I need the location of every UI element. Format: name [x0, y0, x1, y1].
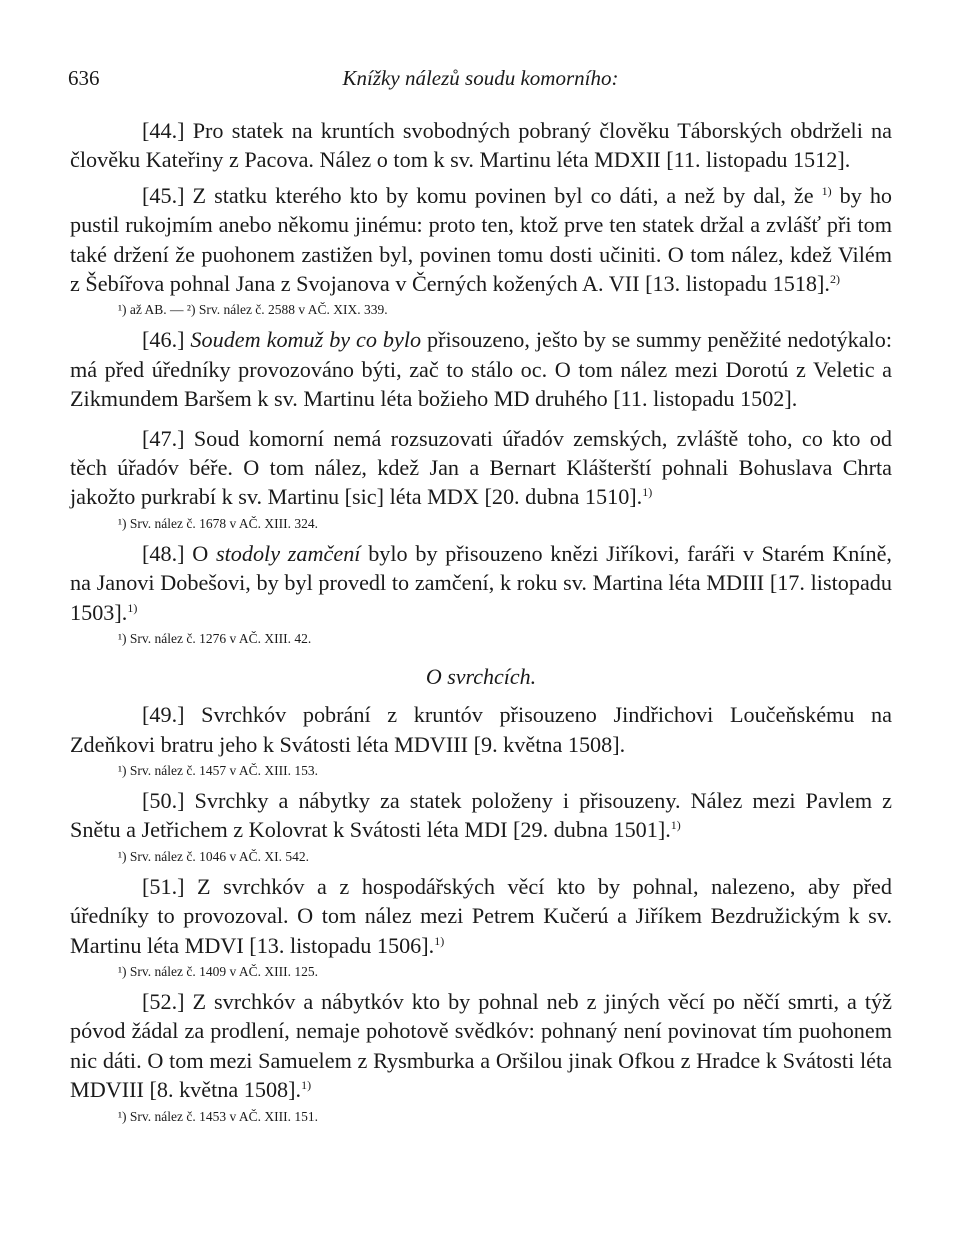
paragraph-47 — [70, 424, 892, 512]
paragraph-italic: stodoly zamčení — [215, 540, 361, 566]
page-header — [68, 66, 893, 96]
footnote-ref: 2) — [829, 272, 840, 287]
page-body — [70, 116, 892, 1126]
footnote: ¹) až AB. — ²) Srv. nález č. 2588 v AČ. XIX. 339. — [118, 302, 388, 318]
footnote-ref: 1) — [642, 485, 653, 500]
footnote: ¹) Srv. nález č. 1046 v AČ. XI. 542. — [118, 848, 310, 864]
paragraph-text: bylo by přisouzeno knězi Jiříkovi, faráři v Starém Kníně, na Janovi Dobešovi, by byl provedl to zamčení, k roku sv. Martina léta MDIII [17. listopadu 1503]. — [70, 540, 892, 625]
footnote-ref: 1) — [821, 183, 832, 198]
footnote: ¹) Srv. nález č. 1678 v AČ. XIII. 324. — [118, 515, 319, 531]
paragraph-text: Z statku kterého kto by komu povinen byl co dáti, a než by dal, že — [184, 182, 822, 208]
paragraph-number: [47.] — [142, 425, 185, 451]
paragraph-number: [45.] — [142, 182, 185, 208]
paragraph-text: Z svrchkóv a nábytkóv kto by pohnal neb z jiných věcí po něčí smrti, a týž póvod žádal za prodlení, nemaje pohotově svědkóv: pohnaný není povinovat tím puohonem nic dáti. O tom mezi Samuelem z Rysmburka a Oršilou jinak Ofkou z Hradce k Svátosti léta MDVIII [8. května 1508]. — [70, 988, 892, 1103]
paragraph-number: [49.] — [142, 702, 185, 728]
footnote-ref: 1) — [670, 818, 681, 833]
section-heading: O svrchcích. — [425, 664, 537, 690]
paragraph-number: [44.] — [142, 118, 185, 143]
paragraph-text: O — [184, 540, 216, 566]
paragraph-text: Z svrchkóv a z hospodářských věcí kto by pohnal, nalezeno, aby před úředníky to provozoval. O tom nález mezi Petrem Kučerú a Jiříkem Bezdružickým k sv. Martinu léta MDVI [13. listopadu 1506]. — [70, 873, 892, 958]
footnote-ref: 1) — [127, 600, 138, 615]
footnote: ¹) Srv. nález č. 1453 v AČ. XIII. 151. — [118, 1108, 319, 1124]
paragraph-51 — [70, 872, 892, 960]
paragraph-46 — [70, 325, 892, 413]
paragraph-text: Svrchky a nábytky za statek položeny i přisouzeny. Nález mezi Pavlem z Snětu a Jetřichem z Kolovrat k Svátosti léta MDI [29. dubna 1501]. — [70, 787, 892, 843]
paragraph-50 — [70, 786, 892, 845]
paragraph-52 — [70, 987, 892, 1105]
paragraph-text: Svrchkóv pobrání z kruntóv přisouzeno Jindřichovi Loučeňskému na Zdeňkovi bratru jeho k Svátosti léta MDVIII [9. května 1508]. — [70, 702, 892, 757]
paragraph-number: [46.] — [142, 327, 185, 353]
page-number: 636 — [68, 66, 100, 90]
paragraph-45 — [70, 181, 892, 299]
paragraph-49 — [70, 700, 892, 759]
paragraph-44 — [70, 116, 892, 175]
paragraph-number: [48.] — [142, 540, 185, 566]
paragraph-italic: Soudem komuž by co bylo — [184, 327, 422, 353]
running-title: Knížky nálezů soudu komorního: — [342, 66, 619, 90]
paragraph-number: [52.] — [142, 988, 185, 1014]
footnote: ¹) Srv. nález č. 1409 v AČ. XIII. 125. — [118, 963, 319, 979]
paragraph-number: [51.] — [142, 873, 185, 899]
paragraph-number: [50.] — [142, 787, 185, 813]
paragraph-text: přisouzeno, ješto by se summy peněžité nedotýkalo: má před úředníky provozováno býti, zač to stálo oc. O tom nález mezi Dorotú z Veletic a Zikmundem Baršem k sv. Martinu léta božieho MD druhého [11. listopadu 1502]. — [70, 327, 892, 412]
footnote: ¹) Srv. nález č. 1457 v AČ. XIII. 153. — [118, 762, 319, 778]
footnote-ref: 1) — [434, 933, 445, 948]
footnote-ref: 1) — [301, 1078, 312, 1093]
paragraph-text: Pro statek na kruntích svobodných pobraný člověku Táborských obdrželi na člověku Kateřiny z Pacova. Nález o tom k sv. Martinu léta MDXII [11. listopadu 1512]. — [70, 118, 892, 173]
paragraph-text: Soud komorní nemá rozsuzovati úřadóv zemských, zvláště toho, co kto od těch úřadóv béře. O tom nález, kdež Jan a Bernart Klášterští pohnali Bohuslava Chrta jakožto purkrabí k sv. Martinu [sic] léta MDX [20. dubna 1510]. — [70, 425, 892, 510]
footnote: ¹) Srv. nález č. 1276 v AČ. XIII. 42. — [118, 631, 312, 647]
paragraph-48 — [70, 539, 892, 627]
paragraph-text: by ho pustil rukojmím anebo někomu jinému: proto ten, ktož prve ten statek držal a zvlášť při tom také držení že puohonem zastižen byl, povinen tomu dosti učiniti. O tom nález, kdež Vilém z Šebířova pohnal Jana z Svojanova v Černých kožených A. VII [13. listopadu 1518]. — [70, 182, 893, 297]
